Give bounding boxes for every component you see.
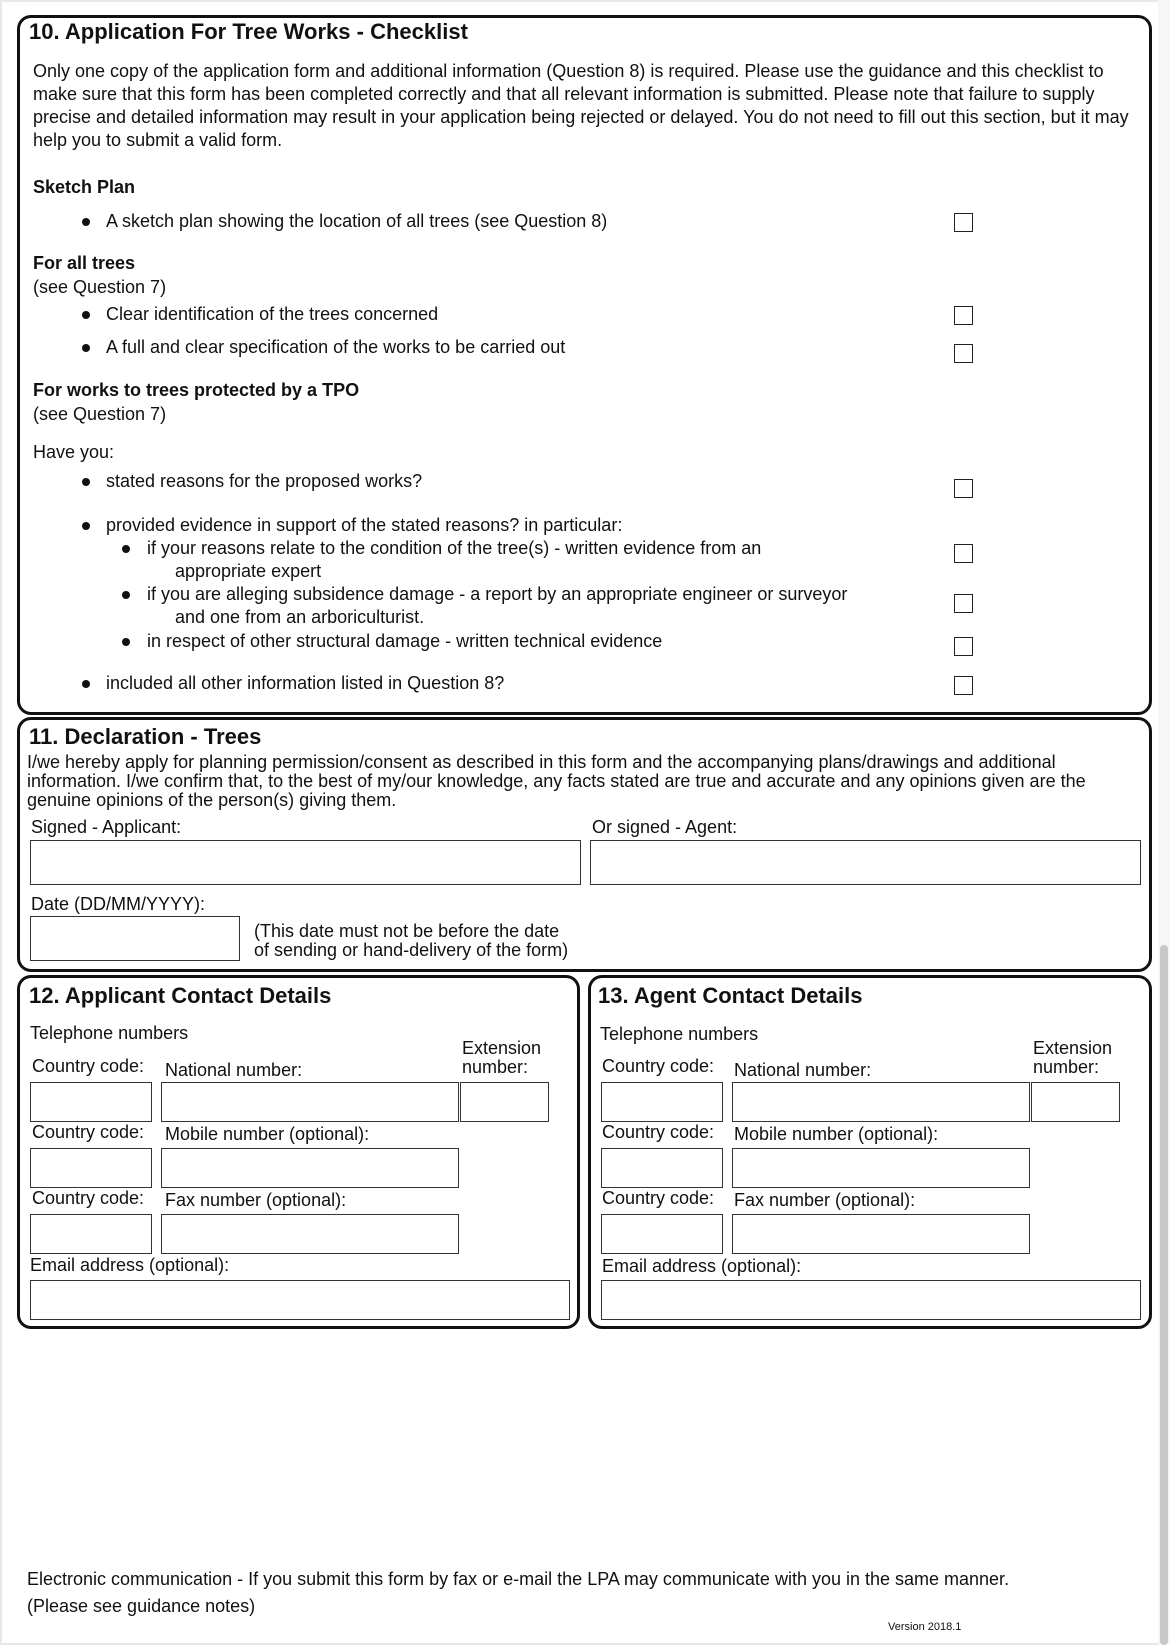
declaration-text: I/we hereby apply for planning permission/consent as described in this form and the accompanying plans/drawings and additional information. I/we confirm that, to the best of my/our knowledge, any facts stated are true and accurate and any opinions given are the genuine opinions of the person(s) giving them. [27,752,1086,810]
country-code-label: Country code: [32,1122,145,1142]
email-field[interactable] [601,1280,1141,1320]
sketch-plan-checkbox[interactable] [954,213,973,232]
date-label: Date (DD/MM/YYYY): [31,894,206,914]
national-number-label: National number: [734,1060,872,1080]
scrollbar-track[interactable] [1158,0,1170,1645]
structural-evidence-checkbox[interactable] [954,637,973,656]
extension-field[interactable] [1031,1082,1120,1122]
sketch-plan-item: A sketch plan showing the location of all trees (see Question 8) [106,211,608,231]
telephone-label: Telephone numbers [30,1023,189,1043]
section-11-declaration [17,717,1152,972]
section-13-agent-contact [588,975,1152,1329]
signed-agent-field[interactable] [590,840,1141,885]
national-number-field[interactable] [161,1082,459,1122]
telephone-label: Telephone numbers [600,1024,759,1044]
date-note-line2: of sending or hand-delivery of the form) [254,940,569,960]
email-label: Email address (optional): [30,1255,230,1275]
all-trees-item: Clear identification of the trees concerned [106,304,439,324]
email-field[interactable] [30,1280,570,1320]
mobile-number-field[interactable] [161,1148,459,1188]
subsidence-evidence-checkbox[interactable] [954,594,973,613]
email-label: Email address (optional): [602,1256,802,1276]
version-label: Version 2018.1 [888,1621,962,1633]
sketch-plan-heading: Sketch Plan [33,177,136,197]
date-field[interactable] [30,916,240,961]
mobile-number-field[interactable] [732,1148,1030,1188]
have-you-label: Have you: [33,442,115,462]
extension-label-line2: number: [462,1057,529,1077]
mobile-number-label: Mobile number (optional): [165,1124,370,1144]
fax-country-code-field[interactable] [601,1214,723,1254]
fax-number-field[interactable] [161,1214,459,1254]
mobile-country-code-field[interactable] [30,1148,152,1188]
guidance-notes-reference: (Please see guidance notes) [27,1596,256,1616]
evidence-condition-line1: if your reasons relate to the condition of the tree(s) - written evidence from an [147,538,762,558]
section-11-title: 11. Declaration - Trees [29,724,262,749]
evidence-subsidence-line1: if you are alleging subsidence damage - a report by an appropriate engineer or surveyor [147,584,848,604]
other-info-checkbox[interactable] [954,676,973,695]
section-10-title: 10. Application For Tree Works - Checklist [29,19,468,44]
country-code-label: Country code: [32,1188,145,1208]
fax-number-label: Fax number (optional): [165,1190,347,1210]
bullet [82,478,90,486]
extension-label-line1: Extension [1033,1038,1113,1058]
fax-number-field[interactable] [732,1214,1030,1254]
section-12-applicant-contact [17,975,580,1329]
bullet [82,344,90,352]
signed-applicant-field[interactable] [30,840,581,885]
signed-agent-label: Or signed - Agent: [592,817,738,837]
condition-evidence-checkbox[interactable] [954,544,973,563]
bullet [122,545,130,553]
section-13-title: 13. Agent Contact Details [598,983,863,1008]
section-10-intro: Only one copy of the application form and additional information (Question 8) is required. Please use the guidance and this checklist to make sure that this form has been completed correctly and that all relevant information is submitted. Please note that failure to supply precise and detailed information may result in your application being rejected or delayed. You do not need to fill out this section, but it may help you to submit a valid form. [33,61,1129,150]
bullet [82,311,90,319]
fax-number-label: Fax number (optional): [734,1190,916,1210]
country-code-label: Country code: [602,1188,715,1208]
all-trees-heading: For all trees [33,253,136,273]
country-code-label: Country code: [32,1056,145,1076]
country-code-field[interactable] [30,1082,152,1122]
bullet [82,522,90,530]
extension-label-line2: number: [1033,1057,1100,1077]
evidence-structural: in respect of other structural damage - written technical evidence [147,631,663,651]
tpo-item-other-info: included all other information listed in Question 8? [106,673,505,693]
extension-field[interactable] [460,1082,549,1122]
all-trees-reference: (see Question 7) [33,277,167,297]
evidence-subsidence-line2: and one from an arboriculturist. [175,607,425,627]
reasons-checkbox[interactable] [954,479,973,498]
date-note-line1: (This date must not be before the date [254,921,560,941]
mobile-country-code-field[interactable] [601,1148,723,1188]
scrollbar-thumb[interactable] [1160,945,1168,1645]
bullet [82,218,90,226]
tpo-heading: For works to trees protected by a TPO [33,380,360,400]
mobile-number-label: Mobile number (optional): [734,1124,939,1144]
tpo-item-evidence: provided evidence in support of the stated reasons? in particular: [106,515,623,535]
national-number-label: National number: [165,1060,303,1080]
signed-applicant-label: Signed - Applicant: [31,817,182,837]
bullet [122,591,130,599]
extension-label-line1: Extension [462,1038,542,1058]
all-trees-item: A full and clear specification of the works to be carried out [106,337,566,357]
tpo-reference: (see Question 7) [33,404,167,424]
section-12-title: 12. Applicant Contact Details [29,983,332,1008]
evidence-condition-line2: appropriate expert [175,561,322,581]
bullet [82,680,90,688]
tpo-item-reasons: stated reasons for the proposed works? [106,471,423,491]
fax-country-code-field[interactable] [30,1214,152,1254]
country-code-label: Country code: [602,1122,715,1142]
section-10-checklist [17,15,1152,715]
national-number-field[interactable] [732,1082,1030,1122]
country-code-label: Country code: [602,1056,715,1076]
specification-checkbox[interactable] [954,344,973,363]
identification-checkbox[interactable] [954,306,973,325]
country-code-field[interactable] [601,1082,723,1122]
bullet [122,638,130,646]
electronic-communication-note: Electronic communication - If you submit this form by fax or e-mail the LPA may communicate with you in the same manner. [27,1569,1010,1589]
